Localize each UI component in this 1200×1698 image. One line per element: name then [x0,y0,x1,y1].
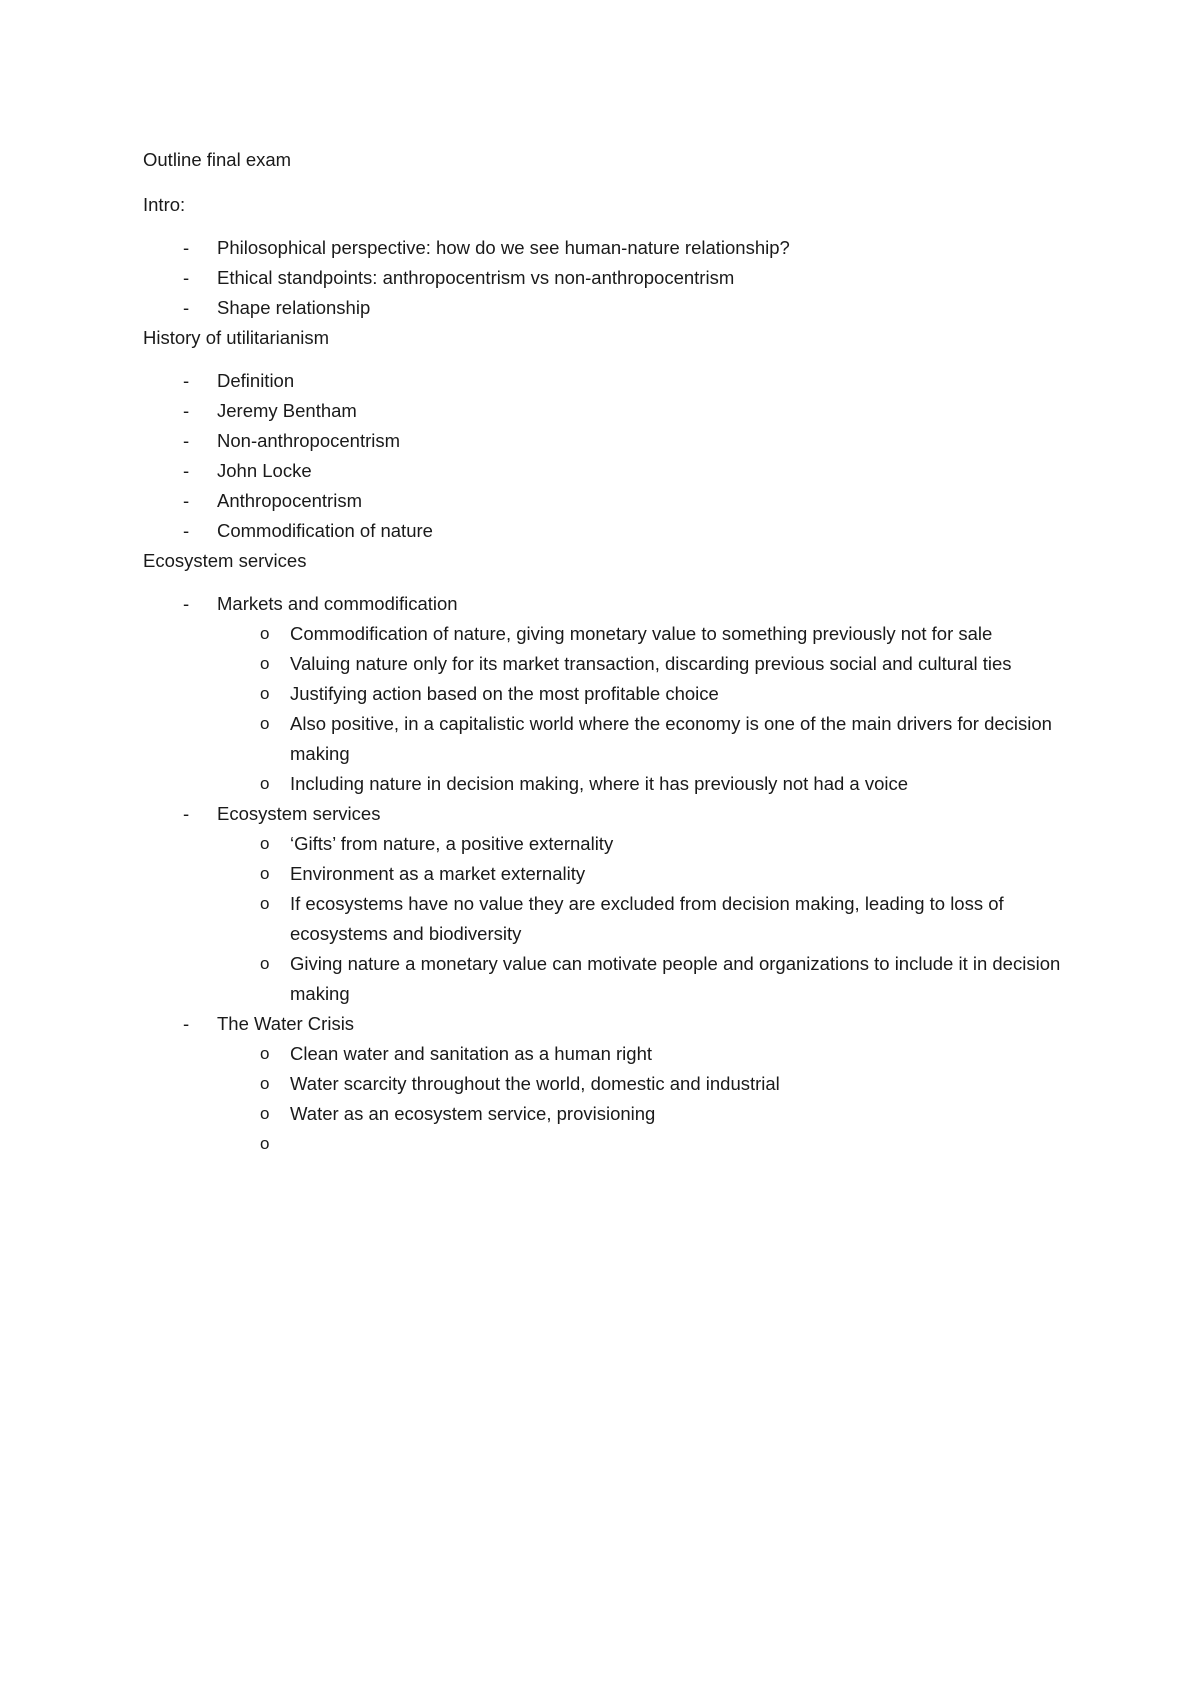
water-sublist [143,1039,1073,1159]
intro-heading: Intro: [143,194,186,215]
circle-marker: o [260,954,270,973]
dash-marker: - [183,237,190,258]
list-item-text: Philosophical perspective: how do we see human-nature relationship? [217,237,790,258]
dash-marker: - [183,297,190,318]
circle-marker: o [260,894,270,913]
list-item-text: The Water Crisis [217,1013,355,1034]
sub-list-item [217,949,1070,1009]
dash-marker: - [183,520,190,541]
intro-list [143,233,1073,323]
dash-marker: - [183,593,190,614]
list-item [143,263,1073,293]
sub-list-item-text: ‘Gifts’ from nature, a positive externality [290,833,614,854]
history-heading: History of utilitarianism [143,327,330,348]
sub-list-item-text: Justifying action based on the most profitable choice [290,683,719,704]
history-list [143,366,1073,546]
sub-list-item-text: Water as an ecosystem service, provisioning [290,1103,656,1124]
sub-list-item [217,709,1070,769]
sub-list-item-text: Clean water and sanitation as a human right [290,1043,652,1064]
dash-marker: - [183,400,190,421]
sub-list-item [217,889,1070,949]
services-sublist [143,829,1073,1009]
sub-list-item [217,679,1070,709]
circle-marker: o [260,624,270,643]
sub-list-item-text: Commodification of nature, giving monetary value to something previously not for sale [290,623,993,644]
list-item-text: Shape relationship [217,297,371,318]
circle-marker: o [260,1044,270,1063]
circle-marker: o [260,1074,270,1093]
sub-list-item-empty [217,1129,1070,1159]
list-item-text: Jeremy Bentham [217,400,357,421]
sub-list-item-text: Also positive, in a capitalistic world where the economy is one of the main drivers for decision making [290,713,1052,764]
circle-marker: o [260,714,270,733]
markets-sublist [143,619,1073,799]
ecosystem-list [143,589,1073,1159]
sub-list-item-text: Environment as a market externality [290,863,586,884]
list-item-text: Markets and commodification [217,593,458,614]
circle-marker: o [260,1134,270,1153]
sub-list-item [217,859,1070,889]
document-body [143,145,1073,1159]
circle-marker: o [260,834,270,853]
list-item-text: Ecosystem services [217,803,381,824]
circle-marker: o [260,774,270,793]
list-item-text: John Locke [217,460,312,481]
dash-marker: - [183,267,190,288]
ecosystem-heading: Ecosystem services [143,550,307,571]
list-item-markets [143,589,1073,799]
sub-list-item-text: If ecosystems have no value they are excluded from decision making, leading to loss of ecosystems and biodiversity [290,893,1004,944]
sub-list-item [217,1069,1070,1099]
sub-list-item [217,1099,1070,1129]
dash-marker: - [183,370,190,391]
sub-list-item-text: Water scarcity throughout the world, domestic and industrial [290,1073,780,1094]
sub-list-item-text: Giving nature a monetary value can motivate people and organizations to include it in decision making [290,953,1061,1004]
list-item-services [143,799,1073,1009]
list-item [143,293,1073,323]
document-title: Outline final exam [143,149,292,170]
list-item-water [143,1009,1073,1159]
list-item-text: Definition [217,370,295,391]
dash-marker: - [183,430,190,451]
list-item [143,366,1073,396]
list-item-text: Commodification of nature [217,520,433,541]
dash-marker: - [183,460,190,481]
list-item [143,233,1073,263]
list-item [143,456,1073,486]
list-item [143,486,1073,516]
list-item-text: Anthropocentrism [217,490,362,511]
sub-list-item [217,619,1070,649]
circle-marker: o [260,864,270,883]
list-item [143,426,1073,456]
circle-marker: o [260,1104,270,1123]
sub-list-item-text: Valuing nature only for its market transaction, discarding previous social and cultural ties [290,653,1012,674]
sub-list-item [217,829,1070,859]
sub-list-item [217,649,1070,679]
dash-marker: - [183,803,190,824]
sub-list-item [217,1039,1070,1069]
list-item-text: Non-anthropocentrism [217,430,401,451]
dash-marker: - [183,490,190,511]
dash-marker: - [183,1013,190,1034]
circle-marker: o [260,654,270,673]
list-item [143,516,1073,546]
circle-marker: o [260,684,270,703]
list-item-text: Ethical standpoints: anthropocentrism vs non-anthropocentrism [217,267,735,288]
list-item [143,396,1073,426]
sub-list-item-text: Including nature in decision making, where it has previously not had a voice [290,773,909,794]
sub-list-item [217,769,1070,799]
